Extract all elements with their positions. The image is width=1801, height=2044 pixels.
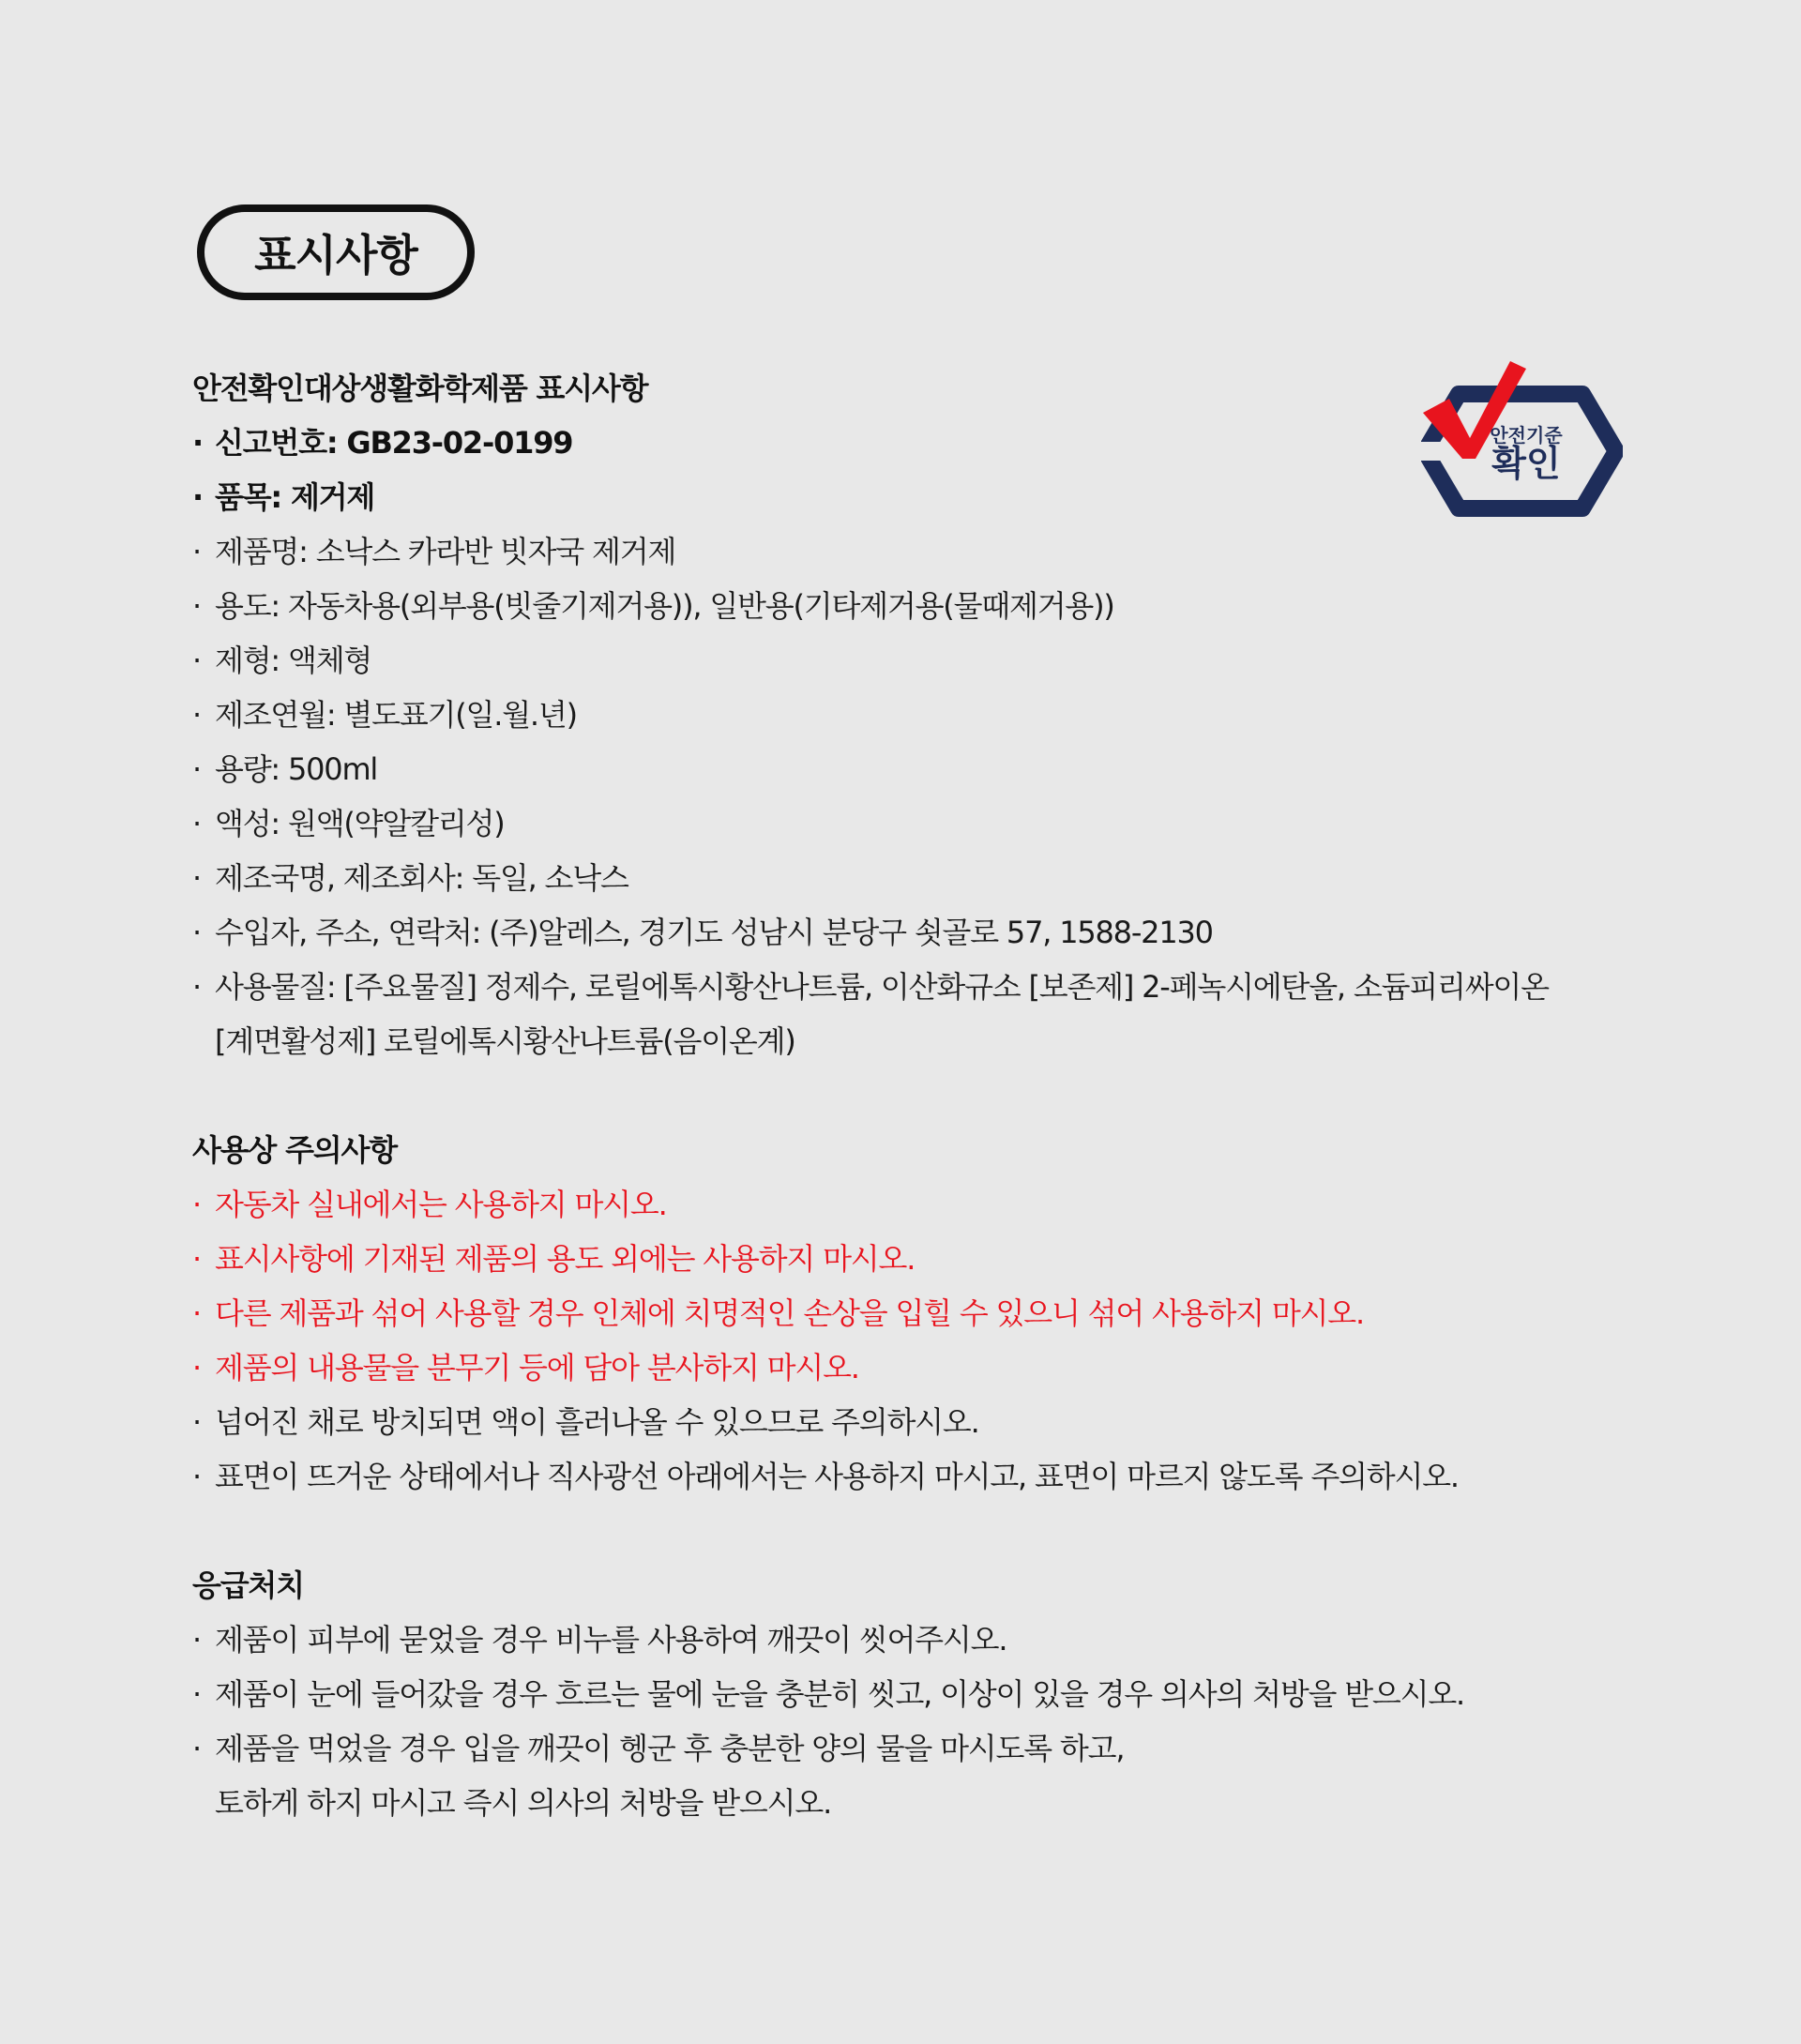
list-item: · 제형: 액체형 bbox=[192, 643, 372, 678]
label-content bbox=[192, 361, 1581, 1830]
warning-item: · 제품의 내용물을 분무기 등에 담아 분사하지 마시오. bbox=[192, 1350, 859, 1385]
labeling-heading: 안전확인대상생활화학제품 표시사항 bbox=[192, 371, 648, 406]
list-item: · 사용물질: [주요물질] 정제수, 로릴에톡시황산나트륨, 이산화규소 [보존제] 2-페녹시에탄올, 소듐피리싸이온 bbox=[192, 969, 1549, 1005]
warning-item: · 자동차 실내에서는 사용하지 마시오. bbox=[192, 1187, 667, 1222]
list-item: · 액성: 원액(약알칼리성) bbox=[192, 806, 505, 841]
list-item: · 수입자, 주소, 연락처: (주)알레스, 경기도 성남시 분당구 쇳골로 57, 1588-2130 bbox=[192, 915, 1213, 950]
warning-item: · 표시사항에 기재된 제품의 용도 외에는 사용하지 마시오. bbox=[192, 1241, 916, 1277]
badge-text-small: 안전기준 bbox=[1490, 424, 1563, 447]
caution-heading: 사용상 주의사항 bbox=[192, 1132, 397, 1168]
list-item: · 표면이 뜨거운 상태에서나 직사광선 아래에서는 사용하지 마시고, 표면이 마르지 않도록 주의하시오. bbox=[192, 1459, 1459, 1494]
list-item: · 제조국명, 제조회사: 독일, 소낙스 bbox=[192, 860, 628, 896]
first-aid-heading: 응급처치 bbox=[192, 1567, 304, 1603]
list-item: · 넘어진 채로 방치되면 액이 흘러나올 수 있으므로 주의하시오. bbox=[192, 1404, 979, 1440]
list-item-continuation: 토하게 하지 마시고 즉시 의사의 처방을 받으시오. bbox=[215, 1785, 832, 1821]
list-item: · 품목: 제거제 bbox=[192, 479, 375, 515]
list-item: · 제품을 먹었을 경우 입을 깨끗이 헹군 후 충분한 양의 물을 마시도록 하고, bbox=[192, 1731, 1125, 1766]
list-item: · 제조연월: 별도표기(일.월.년) bbox=[192, 697, 577, 733]
list-item: · 신고번호: GB23-02-0199 bbox=[192, 425, 573, 461]
list-item: · 제품이 눈에 들어갔을 경우 흐르는 물에 눈을 충분히 씻고, 이상이 있을 경우 의사의 처방을 받으시오. bbox=[192, 1676, 1465, 1712]
list-item: · 제품이 피부에 묻었을 경우 비누를 사용하여 깨끗이 씻어주시오. bbox=[192, 1622, 1007, 1658]
section-title-pill bbox=[197, 204, 475, 300]
list-item: · 용도: 자동차용(외부용(빗줄기제거용)), 일반용(기타제거용(물때제거용)) bbox=[192, 588, 1114, 624]
list-item: · 용량: 500ml bbox=[192, 751, 378, 787]
list-item-continuation: [계면활성제] 로릴에톡시황산나트륨(음이온계) bbox=[215, 1023, 795, 1059]
list-item: · 제품명: 소낙스 카라반 빗자국 제거제 bbox=[192, 534, 676, 569]
warning-item: · 다른 제품과 섞어 사용할 경우 인체에 치명적인 손상을 입힐 수 있으니 섞어 사용하지 마시오. bbox=[192, 1295, 1364, 1331]
section-title: 표시사항 bbox=[254, 230, 417, 280]
badge-text-large: 확인 bbox=[1491, 443, 1561, 484]
